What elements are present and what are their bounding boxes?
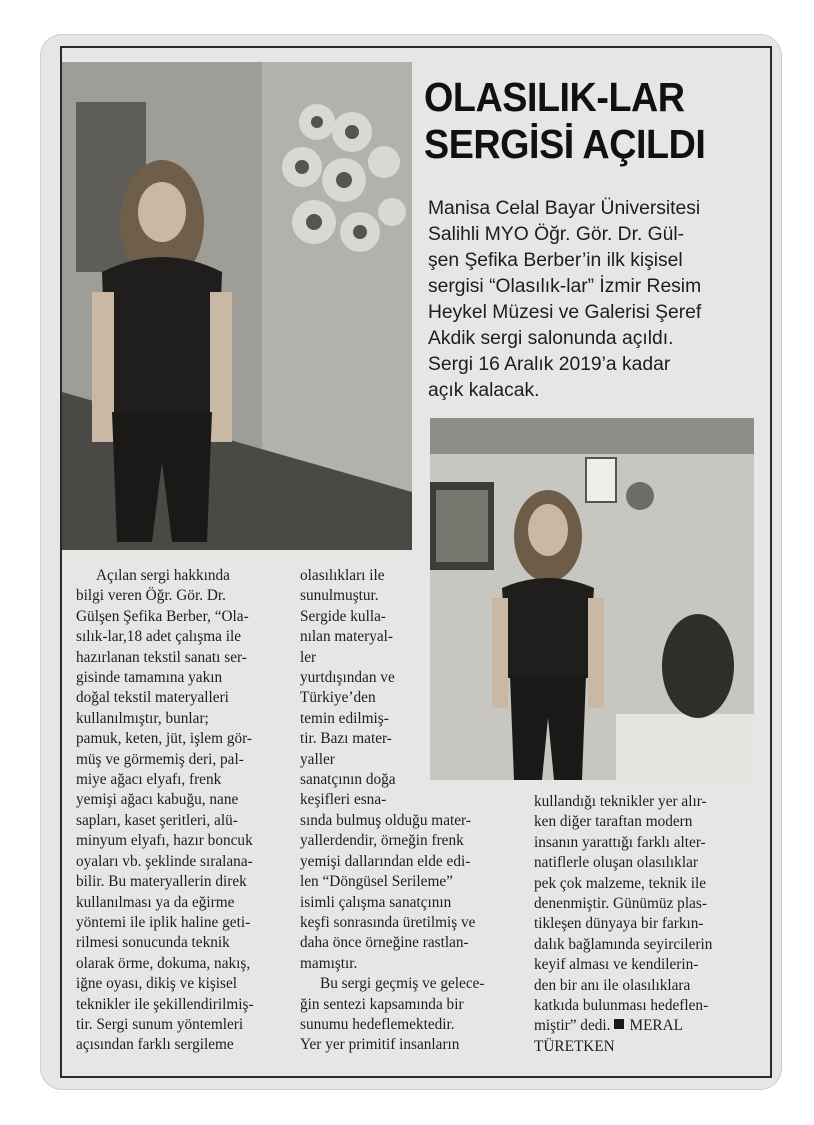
body-line: temin edilmiş- bbox=[300, 709, 389, 727]
body-line: ler bbox=[300, 648, 317, 666]
body-line: den bir anı ile olasılıklara bbox=[534, 976, 691, 994]
body-line: denenmiştir. Günümüz plas- bbox=[534, 895, 707, 913]
body-line: bilir. Bu materyallerin direk bbox=[76, 873, 247, 891]
byline-first: MERAL bbox=[629, 1017, 684, 1035]
body-line: sılık-lar,18 adet çalışma ile bbox=[76, 628, 242, 646]
body-line: miye ağacı elyafı, frenk bbox=[76, 771, 222, 789]
body-line: oyaları vb. şeklinde sıralana- bbox=[76, 852, 253, 870]
body-line: katkıda bulunması hedeflen- bbox=[534, 997, 709, 1015]
body-line: sında bulmuş olduğu mater- bbox=[300, 811, 471, 829]
body-line: kullanılmıştır, bunlar; bbox=[76, 709, 209, 727]
body-column-1 bbox=[76, 566, 288, 1056]
body-line: açısından farklı sergileme bbox=[76, 1036, 234, 1054]
body-line: bilgi veren Öğr. Gör. Dr. bbox=[76, 587, 226, 605]
body-line: sunumu hedeflemektedir. bbox=[300, 1015, 455, 1033]
body-line: nılan materyal- bbox=[300, 628, 394, 646]
body-line: pamuk, keten, jüt, işlem gör- bbox=[76, 730, 252, 748]
byline-last: TÜRETKEN bbox=[534, 1037, 615, 1055]
body-line: Gülşen Şefika Berber, “Ola- bbox=[76, 607, 249, 625]
body-line: doğal tekstil materyalleri bbox=[76, 689, 229, 707]
lead-line: Salihli MYO Öğr. Gör. Dr. Gül- bbox=[428, 224, 685, 245]
body-line: keyif alması ve kendilerin- bbox=[534, 956, 699, 974]
body-line: kullanılması ya da eğirme bbox=[76, 893, 235, 911]
body-line: isimli çalışma sanatçının bbox=[300, 893, 452, 911]
lead-line: Akdik sergi salonunda açıldı. bbox=[428, 328, 674, 349]
body-line: rilmesi sonucunda teknik bbox=[76, 934, 230, 952]
body-line: iğne oyası, dikiş ve kişisel bbox=[76, 975, 238, 993]
body-line: Türkiye’den bbox=[300, 689, 376, 707]
body-line: tir. Bazı mater- bbox=[300, 730, 392, 748]
body-line: yemişi ağacı kabuğu, nane bbox=[76, 791, 239, 809]
body-line: yallerdendir, örneğin frenk bbox=[300, 832, 464, 850]
body-line: minyum elyafı, hazır boncuk bbox=[76, 832, 253, 850]
body-line: ken diğer taraftan modern bbox=[534, 813, 693, 831]
lead-line: Sergi 16 Aralık 2019’a kadar bbox=[428, 354, 671, 375]
body-line: tikleşen dünyaya bir farkın- bbox=[534, 915, 704, 933]
body-line: yöntemi ile iplik haline geti- bbox=[76, 913, 251, 931]
body-line: daha önce örneğine rastlan- bbox=[300, 934, 469, 952]
body-line: miştir” dedi. bbox=[534, 1017, 611, 1035]
lead-line: Heykel Müzesi ve Galerisi Şeref bbox=[428, 302, 702, 323]
body-line: len “Döngüsel Serileme” bbox=[300, 873, 453, 891]
body-line: sanatçının doğa bbox=[300, 771, 396, 789]
body-line: ğin sentezi kapsamında bir bbox=[300, 995, 464, 1013]
body-line: teknikler ile şekillendirilmiş- bbox=[76, 995, 254, 1013]
body-column-2 bbox=[300, 566, 520, 1056]
lead-paragraph bbox=[428, 196, 772, 404]
body-line: tir. Sergi sunum yöntemleri bbox=[76, 1015, 244, 1033]
body-line: pek çok malzeme, teknik ile bbox=[534, 874, 707, 892]
body-line: hazırlanan tekstil sanatı ser- bbox=[76, 648, 247, 666]
body-line: olarak örme, dokuma, nakış, bbox=[76, 954, 251, 972]
lead-line: sergisi “Olasılık-lar” İzmir Resim bbox=[428, 276, 702, 297]
headline bbox=[424, 74, 737, 168]
body-line: Yer yer primitif insanların bbox=[300, 1036, 460, 1054]
body-line: mamıştır. bbox=[300, 954, 358, 972]
body-line: gisinde tamamına yakın bbox=[76, 669, 223, 687]
lead-line: Manisa Celal Bayar Üniversitesi bbox=[428, 198, 701, 219]
body-line: sapları, kaset şeritleri, alü- bbox=[76, 811, 238, 829]
body-line: kullandığı teknikler yer alır- bbox=[534, 793, 707, 810]
body-line: yurtdışından ve bbox=[300, 669, 395, 687]
body-line: olasılıkları ile bbox=[300, 567, 385, 584]
body-line: natiflerle oluşan olasılıklar bbox=[534, 854, 698, 872]
artist-with-artwork-photo bbox=[62, 62, 412, 550]
body-line: keşifleri esna- bbox=[300, 791, 387, 809]
body-line-with-byline bbox=[534, 1016, 762, 1036]
body-line: Sergide kulla- bbox=[300, 607, 386, 625]
body-line: dalık bağlamında seyircilerin bbox=[534, 935, 713, 953]
body-line: Açılan sergi hakkında bbox=[96, 567, 230, 584]
body-line: müş ve görmemiş deri, pal- bbox=[76, 750, 244, 768]
body-line: yaller bbox=[300, 750, 335, 768]
headline-line-1: OLASILIK-LAR bbox=[424, 74, 685, 120]
lead-line: açık kalacak. bbox=[428, 380, 540, 401]
body-line: Bu sergi geçmiş ve gelece- bbox=[320, 975, 485, 993]
lead-line: şen Şefika Berber’in ilk kişisel bbox=[428, 250, 683, 271]
body-line: insanın yarattığı farklı alter- bbox=[534, 833, 706, 851]
body-line: sunulmuştur. bbox=[300, 587, 379, 605]
body-column-3 bbox=[534, 792, 762, 1057]
body-line: yemişi dallarından elde edi- bbox=[300, 852, 471, 870]
headline-line-2: SERGİSİ AÇILDI bbox=[424, 121, 706, 167]
body-line: keşfi sonrasında üretilmiş ve bbox=[300, 913, 476, 931]
byline-marker-icon bbox=[614, 1019, 624, 1029]
